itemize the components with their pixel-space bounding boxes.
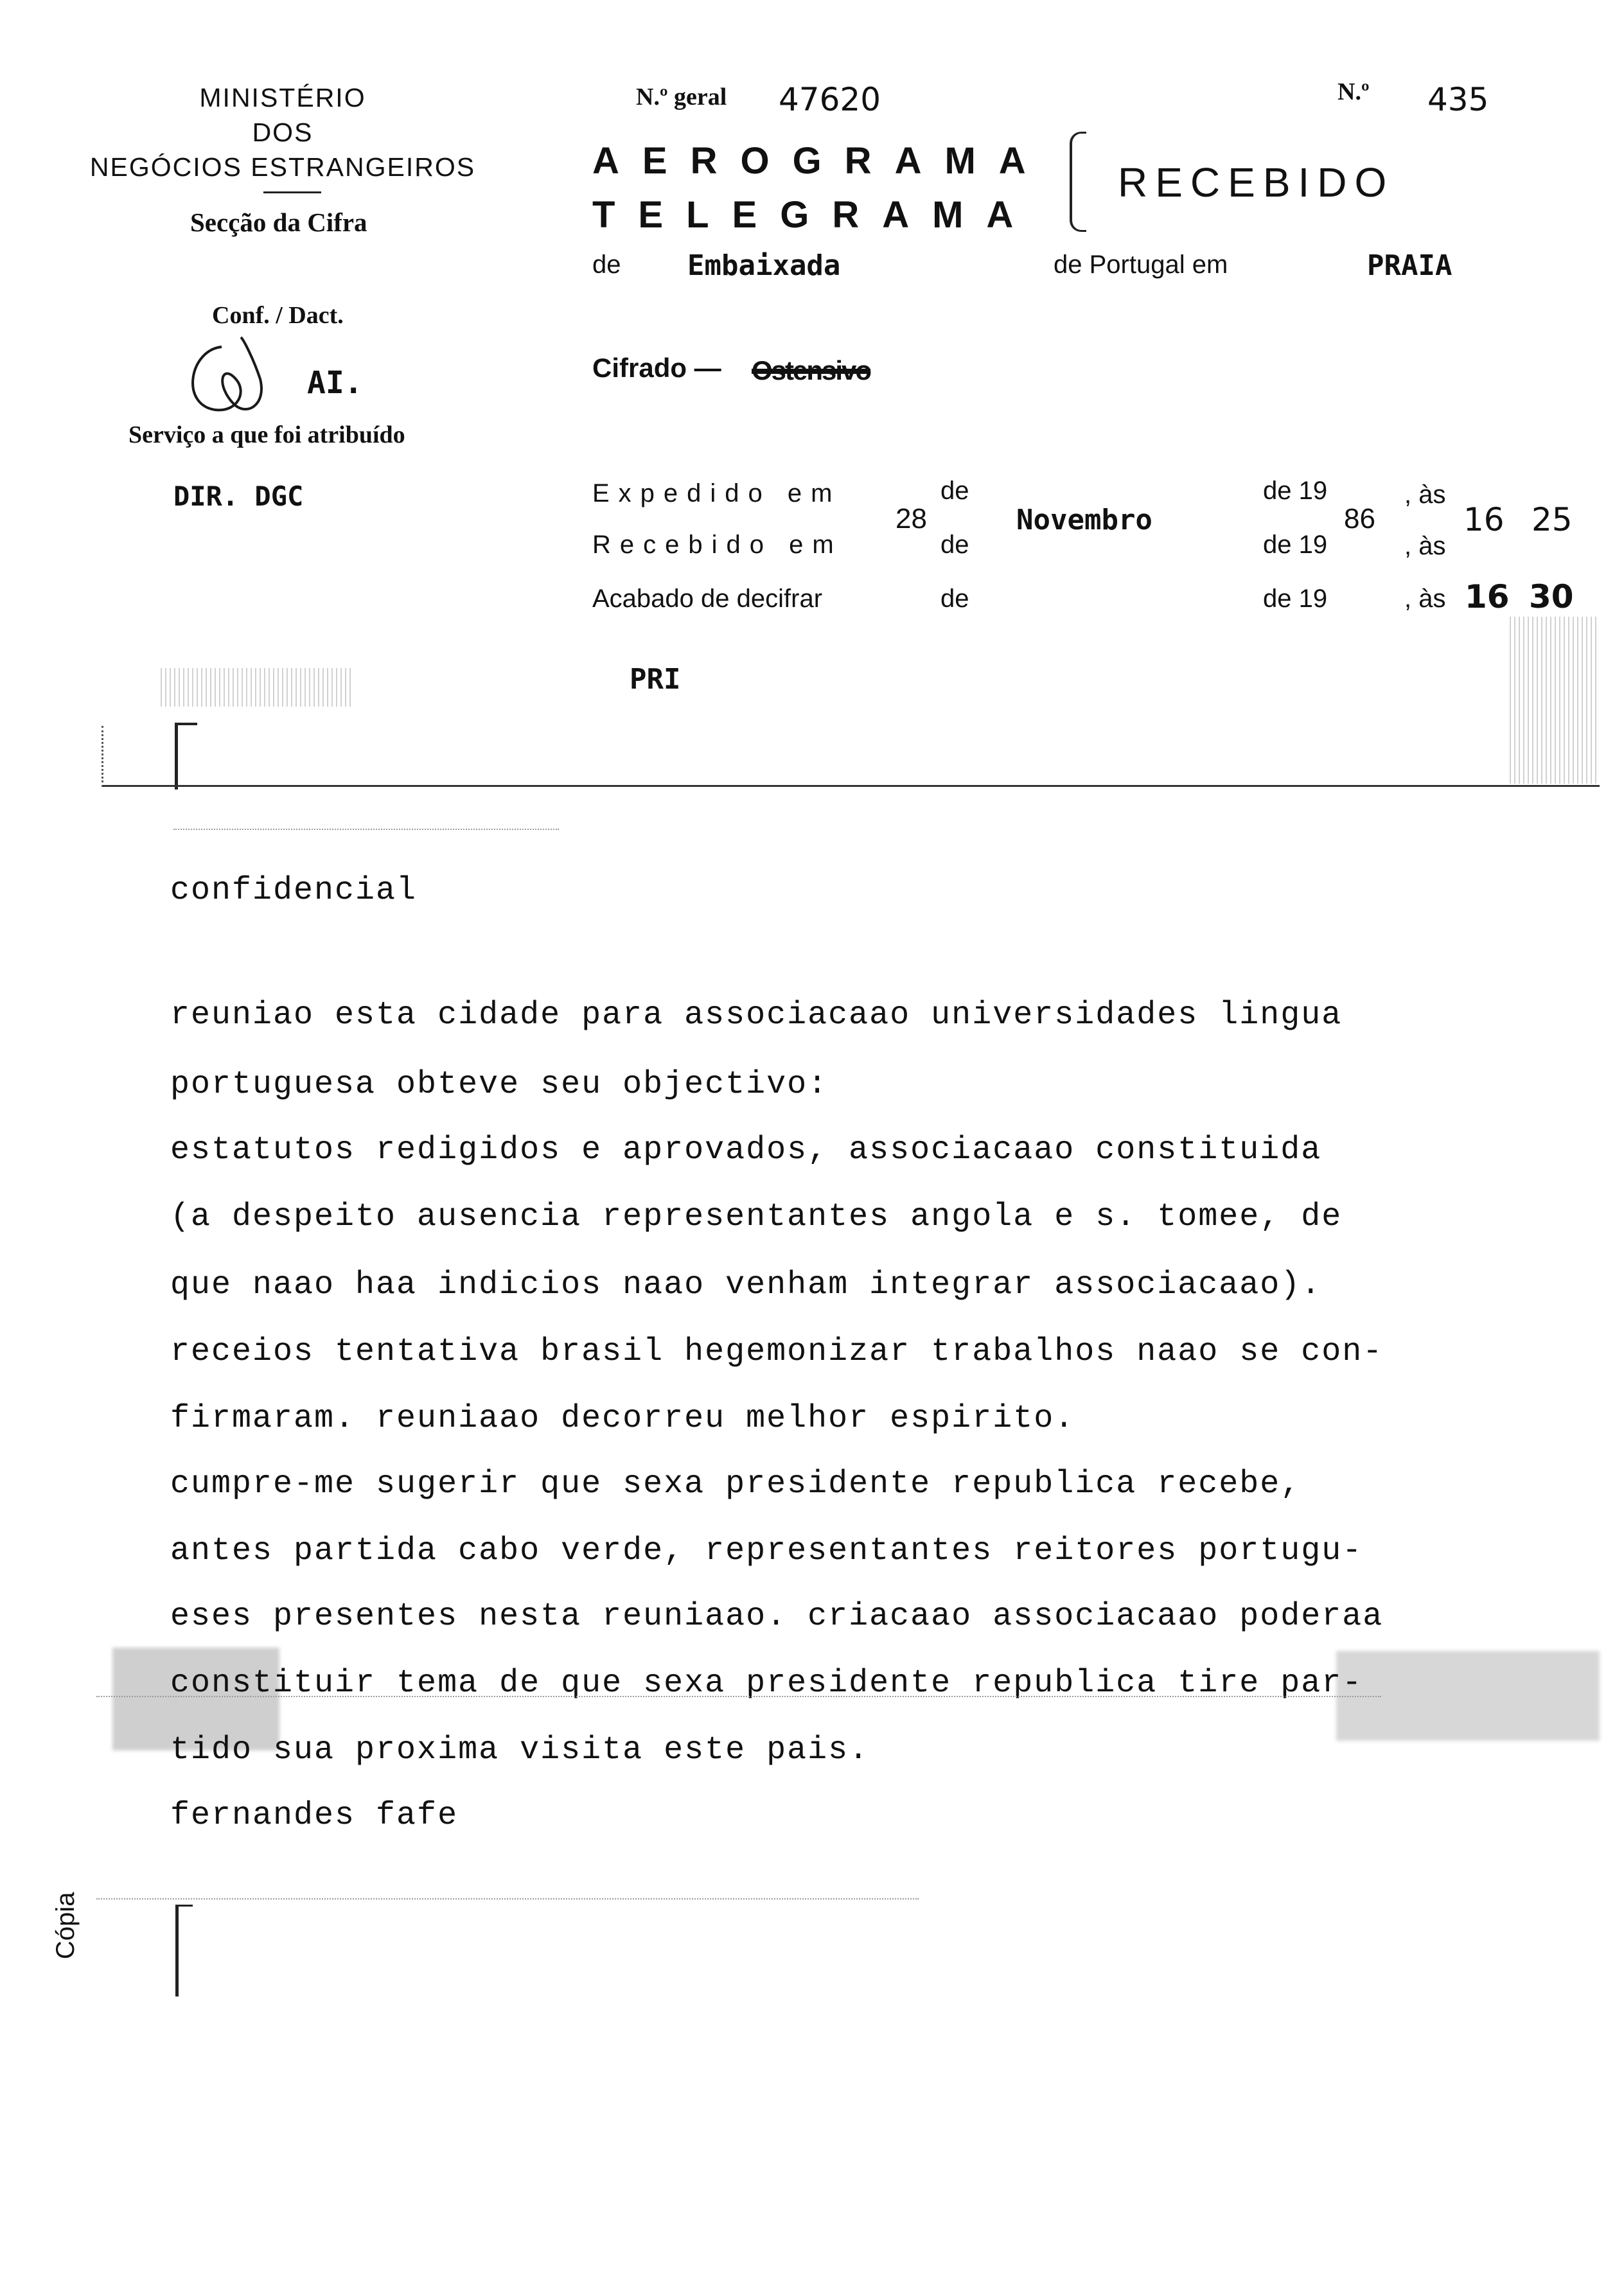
message-line: portuguesa obteve seu objectivo: (170, 1066, 829, 1103)
recebido-time-prefix: , às (1404, 532, 1446, 560)
message-signature: fernandes fafe (170, 1797, 459, 1834)
footer-rule (96, 1898, 919, 1899)
ministry-name-line1: MINISTÉRIO (199, 83, 366, 112)
classification-struck: Ostensivo (752, 355, 871, 385)
status-recebido: RECEBIDO (1118, 159, 1395, 206)
message-line: eses presentes nesta reuniaao. criacaao associacaao poderaa (170, 1598, 1384, 1635)
number-label: N.º (1337, 78, 1370, 105)
message-line: estatutos redigidos e aprovados, associacaao constituida (170, 1132, 1322, 1168)
date-day: 28 (896, 503, 927, 534)
expedido-hour: 16 (1463, 501, 1505, 538)
message-line: cumpre-me sugerir que sexa presidente republica recebe, (170, 1466, 1302, 1503)
conf-dact-value: AI. (307, 365, 363, 401)
message-classification: confidencial (170, 872, 418, 909)
footer-bracket (175, 1905, 193, 1996)
ministry-name-line3: NEGÓCIOS ESTRANGEIROS (89, 152, 476, 182)
origin-place: PRAIA (1367, 249, 1452, 282)
origin-country-label: de Portugal em (1054, 251, 1228, 279)
classification-label: Cifrado — (592, 353, 721, 383)
general-number-label: N.º geral (636, 84, 727, 110)
message-line: constituir tema de que sexa presidente republica tire par- (170, 1665, 1363, 1702)
origin-de-label: de (592, 251, 621, 279)
handwritten-initials (177, 334, 279, 418)
copy-speckle (161, 668, 353, 707)
message-line: que naao haa indicios naao venham integrar associacaao). (170, 1267, 1322, 1303)
service-value: DIR. DGC (173, 480, 304, 512)
section-name: Secção da Cifra (190, 207, 367, 237)
date-year: 86 (1344, 503, 1375, 534)
fold-line (96, 1696, 1381, 1697)
copy-speckle (1510, 617, 1600, 784)
expedido-minute: 25 (1531, 501, 1573, 538)
message-line: tido sua proxima visita este pais. (170, 1732, 870, 1768)
routing-code: PRI (630, 663, 681, 696)
acabado-de: de (940, 585, 969, 613)
acabado-time-prefix: , às (1404, 585, 1446, 613)
message-line: (a despeito ausencia representantes angola e s. tomee, de (170, 1199, 1343, 1235)
acabado-minute: 30 (1529, 578, 1574, 615)
recebido-year-prefix: de 19 (1263, 531, 1328, 559)
number-value: 435 (1427, 81, 1489, 118)
faded-marks (173, 829, 559, 830)
expedido-time-prefix: , às (1404, 480, 1446, 509)
conf-dact-label: Conf. / Dact. (212, 302, 344, 329)
ministry-name-line2: DOS (252, 118, 313, 147)
ministry-divider (263, 191, 321, 193)
message-line: antes partida cabo verde, representantes reitores portugu- (170, 1533, 1363, 1569)
header-separator (103, 785, 1600, 787)
acabado-year-prefix: de 19 (1263, 585, 1328, 613)
expedido-year-prefix: de 19 (1263, 477, 1328, 505)
expedido-de: de (940, 477, 969, 505)
origin-sender: Embaixada (687, 249, 841, 282)
acabado-label: Acabado de decifrar (592, 585, 823, 613)
service-label: Serviço a que foi atribuído (128, 421, 405, 448)
general-number-value: 47620 (779, 81, 881, 118)
date-month: Novembro (1016, 504, 1152, 536)
message-line: reuniao esta cidade para associacaao universidades lingua (170, 997, 1343, 1034)
recebido-label: Recebido em (592, 531, 843, 559)
separator-dots (102, 726, 103, 787)
message-line: receios tentativa brasil hegemonizar trabalhos naao se con- (170, 1334, 1384, 1370)
message-line: firmaram. reuniaao decorreu melhor espirito. (170, 1400, 1075, 1437)
expedido-label: Expedido em (592, 479, 842, 507)
aerograma-label: AEROGRAMA (592, 140, 1049, 182)
separator-bracket (175, 723, 197, 789)
acabado-hour: 16 (1465, 578, 1510, 615)
form-brace (1070, 132, 1086, 232)
copy-marker: Cópia (51, 1892, 80, 1959)
telegrama-label: TELEGRAMA (592, 194, 1037, 236)
recebido-de: de (940, 531, 969, 559)
